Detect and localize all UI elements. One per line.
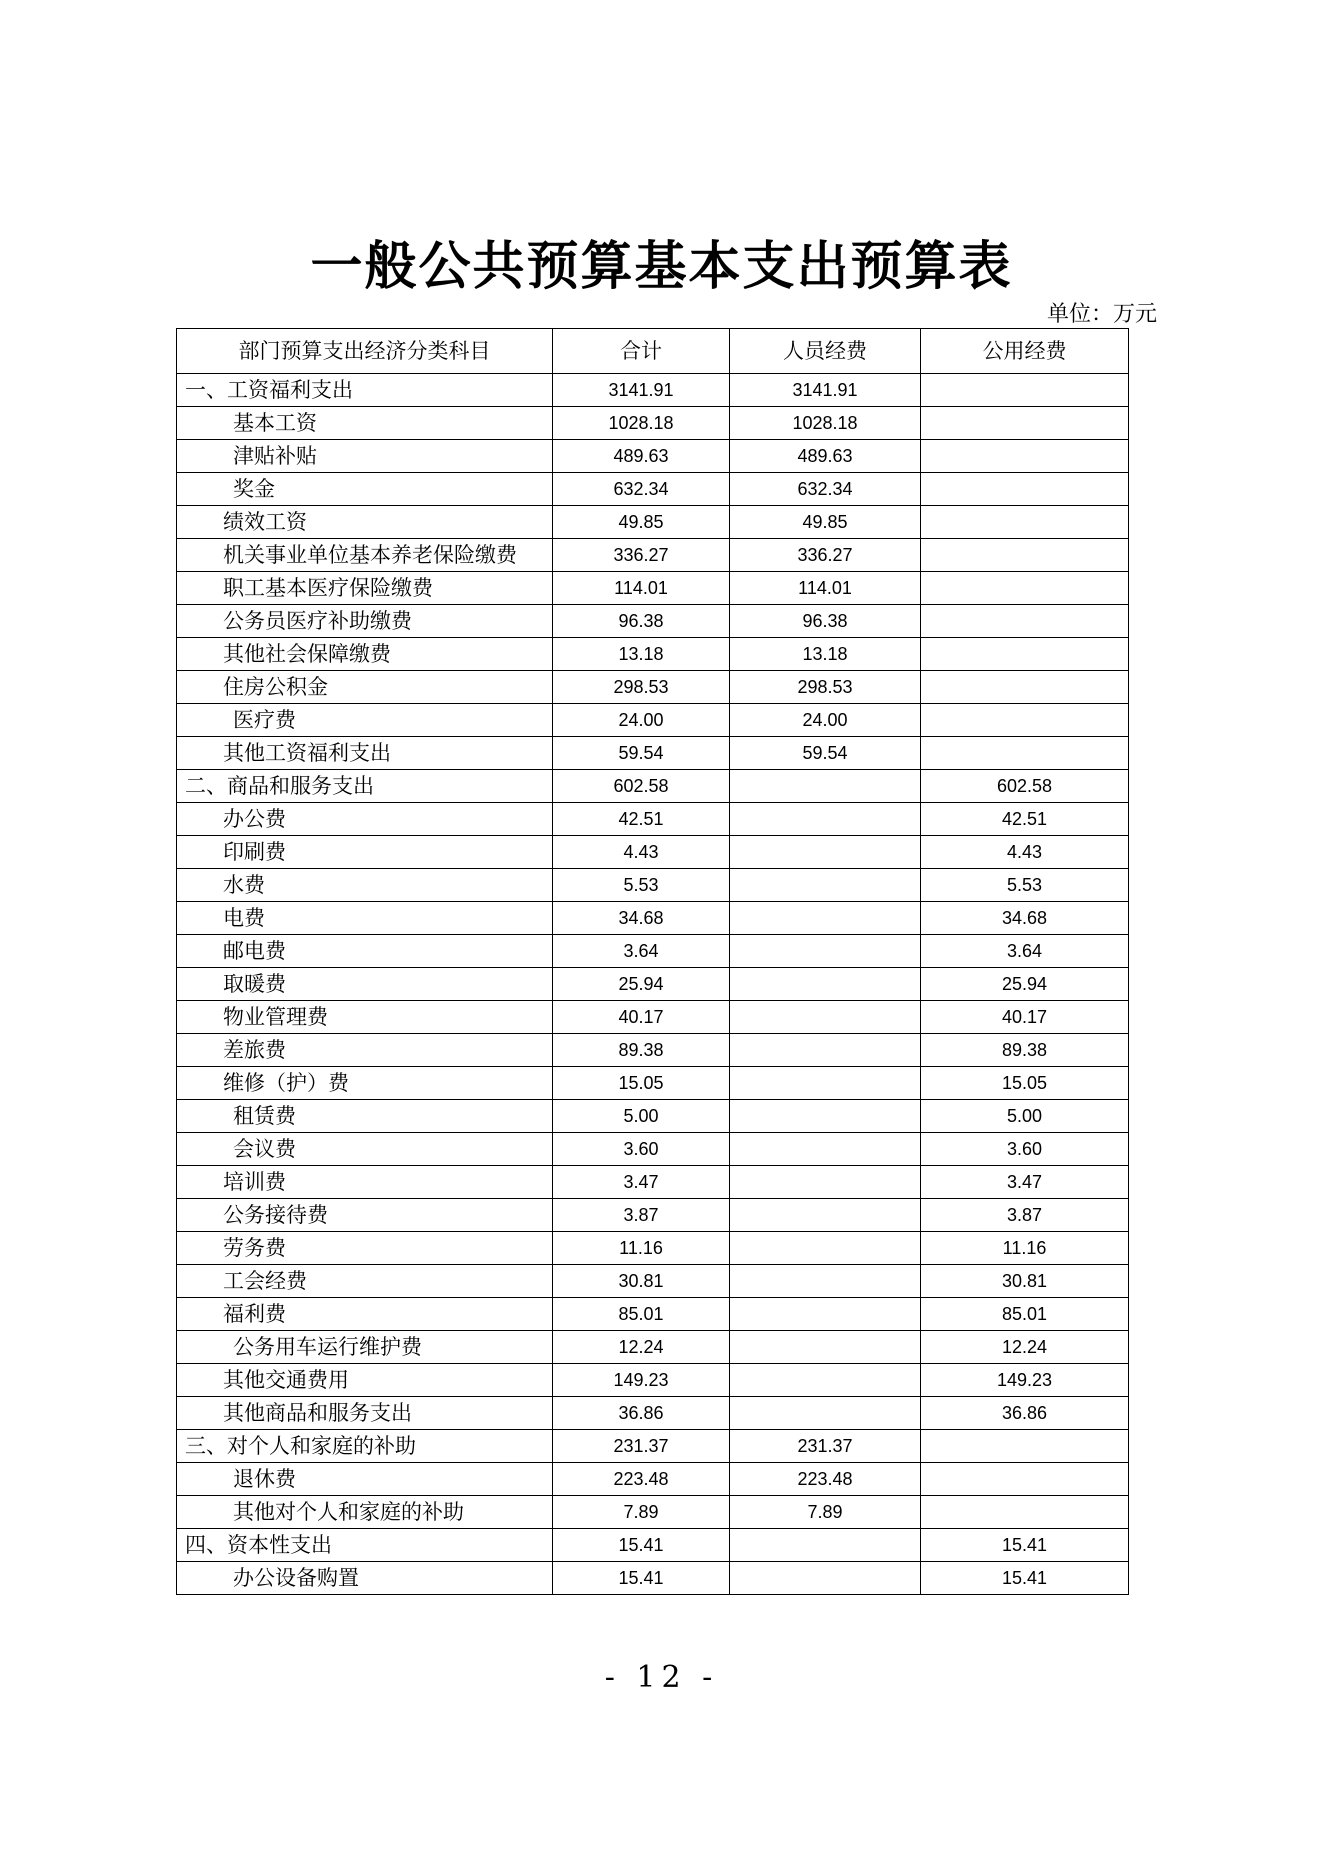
public-cell [921,638,1129,671]
table-row [177,1100,1129,1133]
total-cell: 7.89 [553,1496,730,1529]
public-cell: 149.23 [921,1364,1129,1397]
total-cell: 4.43 [553,836,730,869]
column-header-category: 部门预算支出经济分类科目 [177,329,553,374]
table-row [177,605,1129,638]
personnel-cell: 231.37 [730,1430,921,1463]
total-cell: 231.37 [553,1430,730,1463]
table-header-row [177,329,1129,374]
public-cell: 4.43 [921,836,1129,869]
category-cell: 劳务费 [177,1232,553,1265]
personnel-cell [730,1331,921,1364]
personnel-cell [730,968,921,1001]
personnel-cell [730,1166,921,1199]
public-cell [921,1430,1129,1463]
total-cell: 25.94 [553,968,730,1001]
public-cell [921,1463,1129,1496]
category-cell: 维修（护）费 [177,1067,553,1100]
category-cell: 电费 [177,902,553,935]
personnel-cell: 7.89 [730,1496,921,1529]
category-cell: 基本工资 [177,407,553,440]
table-row [177,1067,1129,1100]
public-cell: 42.51 [921,803,1129,836]
category-cell: 物业管理费 [177,1001,553,1034]
total-cell: 13.18 [553,638,730,671]
public-cell [921,374,1129,407]
category-cell: 办公费 [177,803,553,836]
category-cell: 福利费 [177,1298,553,1331]
table-row [177,803,1129,836]
personnel-cell [730,869,921,902]
personnel-cell [730,803,921,836]
total-cell: 15.41 [553,1562,730,1595]
table-row [177,902,1129,935]
category-cell: 绩效工资 [177,506,553,539]
total-cell: 114.01 [553,572,730,605]
public-cell: 12.24 [921,1331,1129,1364]
personnel-cell: 632.34 [730,473,921,506]
public-cell: 3.60 [921,1133,1129,1166]
total-cell: 89.38 [553,1034,730,1067]
personnel-cell: 59.54 [730,737,921,770]
category-cell: 津贴补贴 [177,440,553,473]
personnel-cell [730,1397,921,1430]
table-row [177,737,1129,770]
table-row [177,1265,1129,1298]
public-cell: 30.81 [921,1265,1129,1298]
public-cell: 3.87 [921,1199,1129,1232]
table-row [177,1463,1129,1496]
total-cell: 336.27 [553,539,730,572]
table-row [177,1166,1129,1199]
total-cell: 34.68 [553,902,730,935]
category-cell: 邮电费 [177,935,553,968]
personnel-cell [730,1265,921,1298]
table-row [177,704,1129,737]
category-cell: 办公设备购置 [177,1562,553,1595]
table-row [177,1562,1129,1595]
total-cell: 3.87 [553,1199,730,1232]
category-cell: 住房公积金 [177,671,553,704]
personnel-cell [730,1034,921,1067]
category-cell: 一、工资福利支出 [177,374,553,407]
column-header-total: 合计 [553,329,730,374]
category-cell: 公务员医疗补助缴费 [177,605,553,638]
table-row [177,1133,1129,1166]
personnel-cell: 298.53 [730,671,921,704]
personnel-cell [730,836,921,869]
total-cell: 30.81 [553,1265,730,1298]
personnel-cell [730,935,921,968]
category-cell: 公务接待费 [177,1199,553,1232]
public-cell [921,473,1129,506]
personnel-cell: 3141.91 [730,374,921,407]
public-cell: 3.47 [921,1166,1129,1199]
public-cell: 85.01 [921,1298,1129,1331]
category-cell: 差旅费 [177,1034,553,1067]
table-row [177,473,1129,506]
category-cell: 其他交通费用 [177,1364,553,1397]
public-cell [921,407,1129,440]
public-cell: 40.17 [921,1001,1129,1034]
table-row [177,770,1129,803]
table-row [177,869,1129,902]
table-row [177,407,1129,440]
table-row [177,1496,1129,1529]
public-cell: 5.53 [921,869,1129,902]
personnel-cell: 13.18 [730,638,921,671]
total-cell: 15.41 [553,1529,730,1562]
personnel-cell [730,1067,921,1100]
table-row [177,572,1129,605]
budget-table [176,328,1129,1595]
total-cell: 3141.91 [553,374,730,407]
total-cell: 223.48 [553,1463,730,1496]
page-number: - 12 - [604,1660,719,1695]
public-cell [921,572,1129,605]
table-body [177,374,1129,1595]
total-cell: 12.24 [553,1331,730,1364]
public-cell: 36.86 [921,1397,1129,1430]
category-cell: 二、商品和服务支出 [177,770,553,803]
table-row [177,1232,1129,1265]
category-cell: 印刷费 [177,836,553,869]
public-cell [921,704,1129,737]
personnel-cell: 223.48 [730,1463,921,1496]
personnel-cell [730,1364,921,1397]
personnel-cell: 96.38 [730,605,921,638]
personnel-cell [730,1298,921,1331]
personnel-cell [730,1529,921,1562]
total-cell: 632.34 [553,473,730,506]
column-header-public: 公用经费 [921,329,1129,374]
category-cell: 三、对个人和家庭的补助 [177,1430,553,1463]
personnel-cell: 49.85 [730,506,921,539]
table-row [177,1364,1129,1397]
category-cell: 四、资本性支出 [177,1529,553,1562]
public-cell [921,440,1129,473]
total-cell: 40.17 [553,1001,730,1034]
public-cell: 15.41 [921,1529,1129,1562]
total-cell: 11.16 [553,1232,730,1265]
personnel-cell [730,1232,921,1265]
total-cell: 5.53 [553,869,730,902]
category-cell: 其他工资福利支出 [177,737,553,770]
personnel-cell: 114.01 [730,572,921,605]
personnel-cell [730,1199,921,1232]
table-row [177,1034,1129,1067]
total-cell: 5.00 [553,1100,730,1133]
public-cell: 11.16 [921,1232,1129,1265]
public-cell [921,605,1129,638]
total-cell: 24.00 [553,704,730,737]
category-cell: 培训费 [177,1166,553,1199]
personnel-cell [730,770,921,803]
public-cell [921,506,1129,539]
total-cell: 42.51 [553,803,730,836]
table-row [177,539,1129,572]
personnel-cell [730,1562,921,1595]
total-cell: 3.64 [553,935,730,968]
public-cell: 3.64 [921,935,1129,968]
table-row [177,836,1129,869]
total-cell: 49.85 [553,506,730,539]
page-title: 一般公共预算基本支出预算表 [310,236,1013,297]
table-row [177,638,1129,671]
public-cell: 15.05 [921,1067,1129,1100]
personnel-cell [730,1001,921,1034]
personnel-cell: 489.63 [730,440,921,473]
category-cell: 公务用车运行维护费 [177,1331,553,1364]
category-cell: 其他商品和服务支出 [177,1397,553,1430]
total-cell: 298.53 [553,671,730,704]
table-row [177,671,1129,704]
table-row [177,1001,1129,1034]
table-row [177,1298,1129,1331]
public-cell [921,671,1129,704]
public-cell: 15.41 [921,1562,1129,1595]
category-cell: 取暖费 [177,968,553,1001]
category-cell: 水费 [177,869,553,902]
public-cell: 25.94 [921,968,1129,1001]
category-cell: 职工基本医疗保险缴费 [177,572,553,605]
table-row [177,1529,1129,1562]
total-cell: 3.47 [553,1166,730,1199]
table-row [177,374,1129,407]
category-cell: 其他对个人和家庭的补助 [177,1496,553,1529]
category-cell: 其他社会保障缴费 [177,638,553,671]
table-row [177,935,1129,968]
public-cell [921,539,1129,572]
table-row [177,968,1129,1001]
personnel-cell [730,902,921,935]
table-row [177,1199,1129,1232]
public-cell: 34.68 [921,902,1129,935]
public-cell [921,1496,1129,1529]
column-header-personnel: 人员经费 [730,329,921,374]
category-cell: 机关事业单位基本养老保险缴费 [177,539,553,572]
category-cell: 工会经费 [177,1265,553,1298]
total-cell: 59.54 [553,737,730,770]
total-cell: 85.01 [553,1298,730,1331]
personnel-cell [730,1100,921,1133]
total-cell: 602.58 [553,770,730,803]
public-cell: 602.58 [921,770,1129,803]
public-cell: 5.00 [921,1100,1129,1133]
public-cell: 89.38 [921,1034,1129,1067]
category-cell: 医疗费 [177,704,553,737]
table-row [177,440,1129,473]
category-cell: 退休费 [177,1463,553,1496]
category-cell: 租赁费 [177,1100,553,1133]
public-cell [921,737,1129,770]
table-row [177,506,1129,539]
total-cell: 15.05 [553,1067,730,1100]
table-row [177,1430,1129,1463]
personnel-cell: 24.00 [730,704,921,737]
category-cell: 会议费 [177,1133,553,1166]
total-cell: 3.60 [553,1133,730,1166]
personnel-cell [730,1133,921,1166]
total-cell: 36.86 [553,1397,730,1430]
unit-label: 单位：万元 [1046,302,1157,327]
total-cell: 1028.18 [553,407,730,440]
total-cell: 149.23 [553,1364,730,1397]
table-row [177,1331,1129,1364]
total-cell: 489.63 [553,440,730,473]
table-row [177,1397,1129,1430]
total-cell: 96.38 [553,605,730,638]
personnel-cell: 336.27 [730,539,921,572]
personnel-cell: 1028.18 [730,407,921,440]
category-cell: 奖金 [177,473,553,506]
